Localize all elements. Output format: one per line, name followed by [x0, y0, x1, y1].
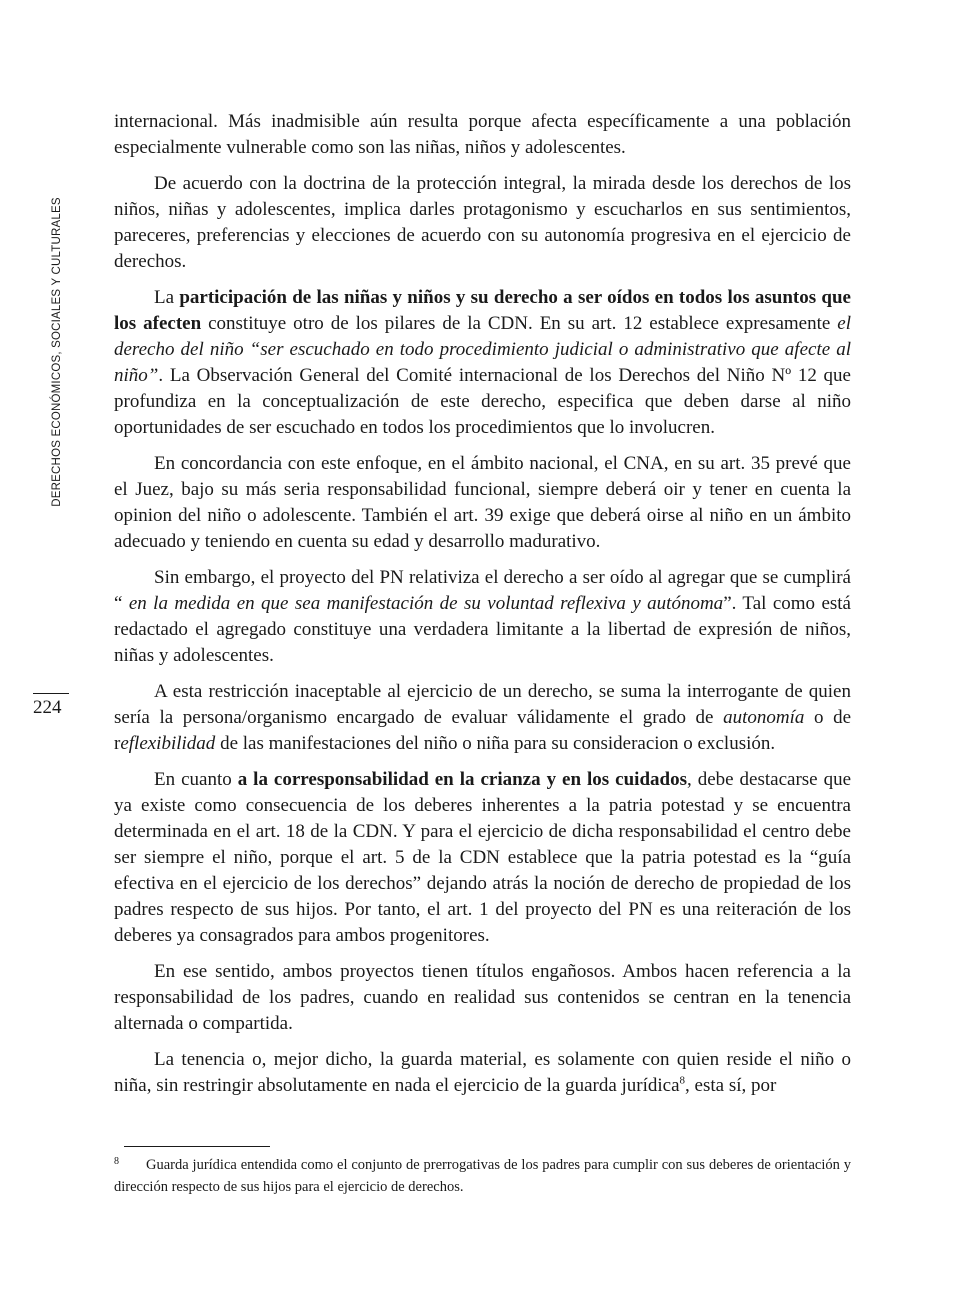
paragraph-text: o de r [114, 707, 852, 754]
paragraph-text: de las manifestaciones del niño o niña para su consideracion o exclusión. [215, 733, 776, 754]
paragraph-text: La tenencia o, mejor dicho, la guarda material, es solamente con quien reside el niño o niña, sin restringir absolutamente en nada el ejercicio de la guarda jurídica [114, 1049, 851, 1096]
paragraph-text: , esta sí, por [685, 1075, 777, 1096]
paragraph-text: internacional. Más inadmisible aún resulta porque afecta específicamente a una población especialmente vulnerable como son las niñas, niños y adolescentes. [114, 111, 851, 158]
footnote-reference: 8 [679, 1074, 686, 1087]
italic-term: autonomía [723, 707, 805, 728]
paragraph-text: En concordancia con este enfoque, en el ámbito nacional, el CNA, en su art. 35 prevé que el Juez, bajo su más seria responsabilidad funcional, siempre deberá oir y tener en cuenta la opinion del niño o adolescente. También el art. 39 exige que deberá oirse al niño en un ámbito adecuado y teniendo en cuenta su edad y desarrollo madurativo. [114, 453, 851, 552]
paragraph-1 [114, 109, 851, 161]
running-header-vertical: DERECHOS ECONÓMICOS, SOCIALES Y CULTURALES [51, 197, 63, 507]
page-number: 224 [33, 693, 69, 719]
italic-term: eflexibilidad [120, 733, 216, 754]
bold-emphasis: a la corresponsabilidad en la crianza y en los cuidados [237, 769, 687, 790]
paragraph-text: , debe destacarse que ya existe como consecuencia de los deberes inherentes a la patria potestad y se encuentra determinada en el art. 18 de la CDN. Y para el ejercicio de dicha responsabilidad el centro debe ser siempre el niño, porque el art. 5 de la CDN establece que la patria potestad es la “guía efectiva en el ejercicio de los derechos” dejando atrás la noción de derecho de propiedad de los padres respecto de sus hijos. Por tanto, el art. 1 del proyecto del PN es una reiteración de los deberes ya consagrados para ambos progenitores. [114, 769, 852, 946]
italic-quote: el derecho del niño “ser escuchado en todo procedimiento judicial o administrativo que afecte al niño” [114, 313, 851, 386]
paragraph-text: La [154, 287, 180, 308]
footnote-text: Guarda jurídica entendida como el conjunto de prerrogativas de los padres para cumplir con sus deberes de orientación y dirección respecto de sus hijos para el ejercicio de derechos. [114, 1157, 851, 1195]
footnote-separator [124, 1146, 270, 1147]
bold-emphasis: participación de las niñas y niños y su derecho a ser oídos en todos los asuntos que los afecten [114, 287, 851, 334]
paragraph-text: De acuerdo con la doctrina de la protección integral, la mirada desde los derechos de los niños, niñas y adolescentes, implica darles protagonismo y escucharlos en sus sentimientos, pareceres, preferencias y elecciones de acuerdo con su autonomía progresiva en el ejercicio de derechos. [114, 173, 851, 272]
paragraph-2 [114, 171, 851, 275]
paragraph-text: Sin embargo, el proyecto del PN relativiza el derecho a ser oído al agregar que se cumplirá “ [114, 567, 851, 614]
paragraph-text: ”. Tal como está redactado el agregado constituye una verdadera limitante a la libertad de expresión de niños, niñas y adolescentes. [114, 593, 851, 666]
paragraph-text: En ese sentido, ambos proyectos tienen títulos engañosos. Ambos hacen referencia a la responsabilidad de los padres, cuando en realidad sus contenidos se centran en la tenencia alternada o compartida. [114, 961, 851, 1034]
footnote [114, 1154, 851, 1198]
paragraph-9 [114, 1047, 851, 1099]
paragraph-text: . La Observación General del Comité internacional de los Derechos del Niño Nº 12 que profundiza en la conceptualización de este derecho, especifica que deben darse al niño oportunidades de ser escuchado en todos los procedimientos que lo involucren. [114, 365, 851, 438]
paragraph-6 [114, 679, 851, 757]
paragraph-text: constituye otro de los pilares de la CDN. En su art. 12 establece expresamente [201, 313, 838, 334]
paragraph-text: En cuanto [154, 769, 238, 790]
footnote-number: 8 [114, 1156, 119, 1167]
paragraph-4 [114, 451, 851, 555]
italic-quote: en la medida en que sea manifestación de su voluntad reflexiva y autónoma [128, 593, 724, 614]
body-text [114, 109, 851, 1109]
paragraph-3 [114, 285, 851, 441]
paragraph-8 [114, 959, 851, 1037]
paragraph-7 [114, 767, 851, 949]
paragraph-5 [114, 565, 851, 669]
paragraph-text: A esta restricción inaceptable al ejercicio de un derecho, se suma la interrogante de quien sería la persona/organismo encargado de evaluar válidamente el grado de [114, 681, 851, 728]
